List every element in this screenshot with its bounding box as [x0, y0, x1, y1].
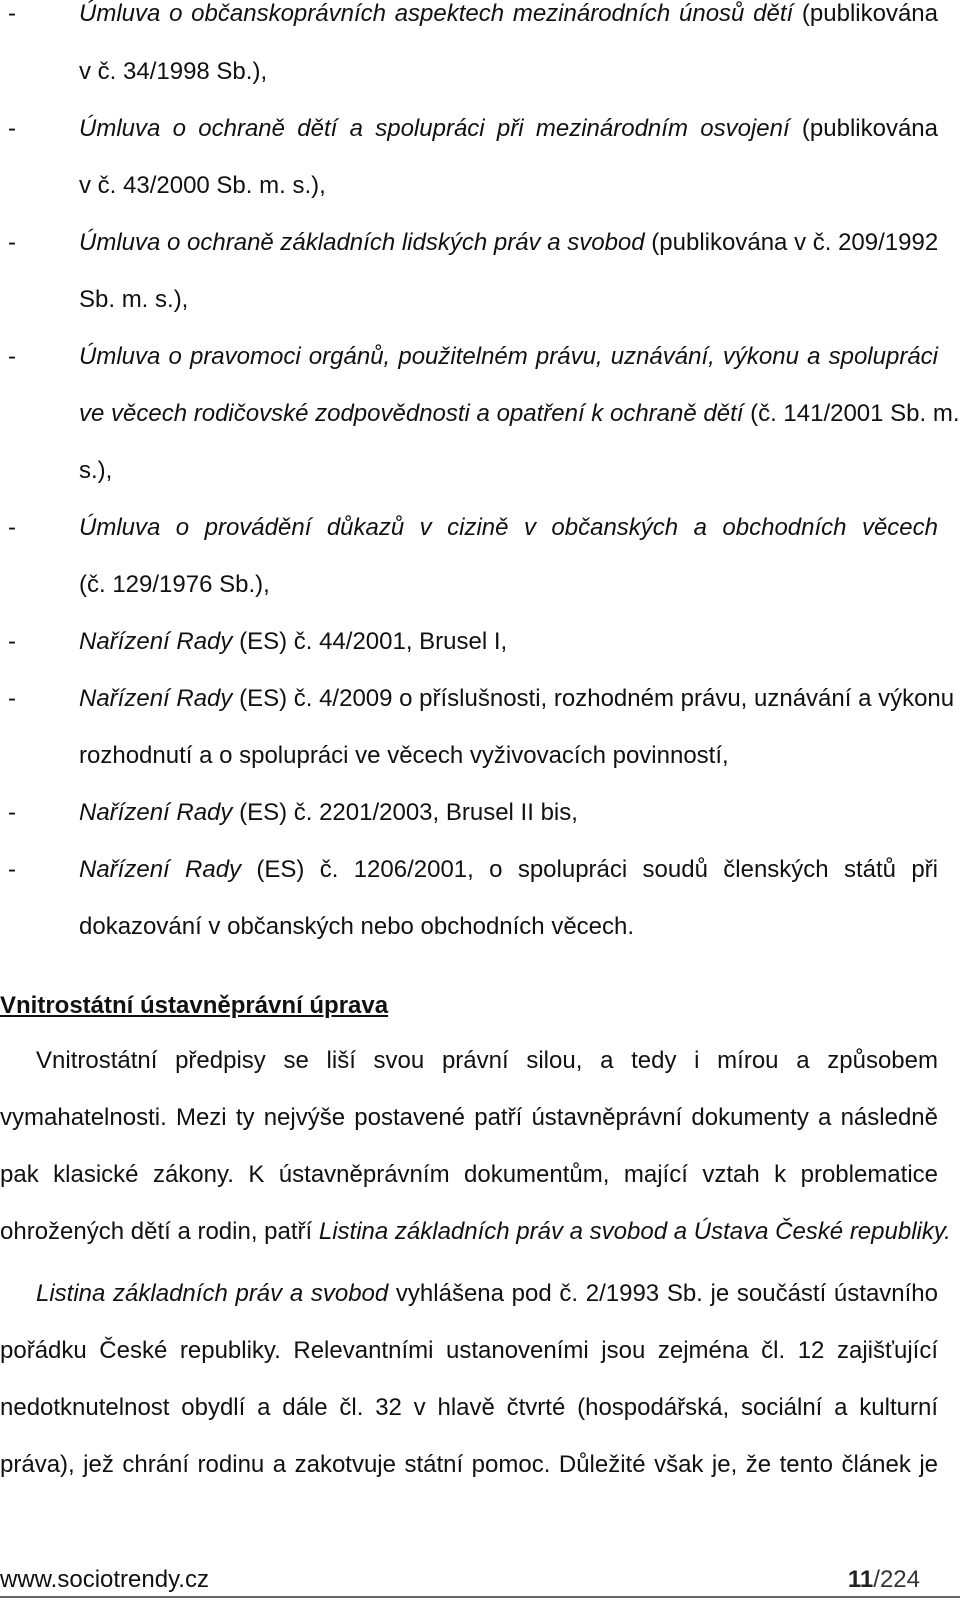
list-dash: -	[8, 628, 16, 655]
treaty-title: Úmluva o pravomoci orgánů, použitelném právu, uznávání, výkonu a spolupráci	[79, 343, 938, 370]
list-dash: -	[8, 856, 16, 883]
document-title: Listina základních práv a svobod	[36, 1280, 389, 1307]
list-dash: -	[8, 115, 16, 142]
list-dash: -	[8, 229, 16, 256]
document-page: - Úmluva o občanskoprávních aspektech mezinárodních únosů dětí (publikována v č. 34/1998 Sb.), - Úmluva o ochraně dětí a spolupráci při mezinárodním osvojení (publikována v č. 43/2000 Sb. m. s.), - Úmluva o ochraně základních lidských práv a svobod (publikována v č. 209/1992 Sb. m. s.), - Úmluva o pravomoci orgánů, použitelném právu, uznávání, výkonu a spolupráci ve věcech rodičovské zodpovědnosti a opatření k ochraně dětí (č. 141/2001 Sb. m. s.), - Úmluva o provádění důkazů v cizině v občanských a obchodních věcech (č. 129/1976 Sb.), - Nařízení Rady (ES) č. 44/2001, Brusel I, - Nařízení Rady (ES) č. 4/2009 o příslušnosti, rozhodném právu, uznávání a výkonu rozhodnutí a o spolupráci ve věcech vyživovacích povinností, - Nařízení Rady (ES) č. 2201/2003, Brusel II bis, - Nařízení Rady (ES) č. 1206/2001, o spolupráci soudů členských států při dokazování v občanských nebo obchodních věcech. Vnitrostátní ústavněprávní úprava Vnitrostátní předpisy se liší svou právní silou, a tedy i mírou a způsobem vymahatelnosti. Mezi ty nejvýše postavené patří ústavněprávní dokumenty a následně pak klasické zákony. K ústavněprávním dokumentům, mající vztah k problematice ohrožených dětí a rodin, patří Listina základních práv a svobod a Ústava České republiky. Listina základních práv a svobod vyhlášena pod č. 2/1993 Sb. je součástí ústavního pořádku České republiky. Relevantními ustanoveními jsou zejména čl. 12 zajišťující nedotknutelnost obydlí a dále čl. 32 v hlavě čtvrté (hospodářská, sociální a kulturní práva), jež chrání rodinu a zakotvuje státní pomoc. Důležité však je, že tento článek je www.sociotrendy.cz 11/224	[0, 0, 960, 1603]
document-title: Listina základních práv a svobod a Ústava České republiky.	[318, 1218, 951, 1245]
regulation-title: Nařízení Rady	[79, 856, 242, 883]
list-dash: -	[8, 685, 16, 712]
list-dash: -	[8, 343, 16, 370]
treaty-title: Úmluva o ochraně dětí a spolupráci při mezinárodním osvojení	[79, 115, 790, 142]
treaty-title: Úmluva o občanskoprávních aspektech mezinárodních únosů dětí	[79, 0, 794, 27]
page-number: 11/224	[847, 1566, 920, 1593]
regulation-title: Nařízení Rady	[79, 799, 233, 826]
list-dash: -	[8, 799, 16, 826]
regulation-title: Nařízení Rady	[79, 685, 233, 712]
treaty-title: Úmluva o provádění důkazů v cizině v občanských a obchodních věcech	[79, 514, 938, 541]
footer-divider	[0, 1596, 960, 1598]
regulation-title: Nařízení Rady	[79, 628, 233, 655]
footer-website-link[interactable]: www.sociotrendy.cz	[0, 1566, 209, 1593]
list-dash: -	[8, 0, 16, 27]
treaty-title: Úmluva o ochraně základních lidských práv a svobod	[79, 229, 645, 256]
list-dash: -	[8, 514, 16, 541]
